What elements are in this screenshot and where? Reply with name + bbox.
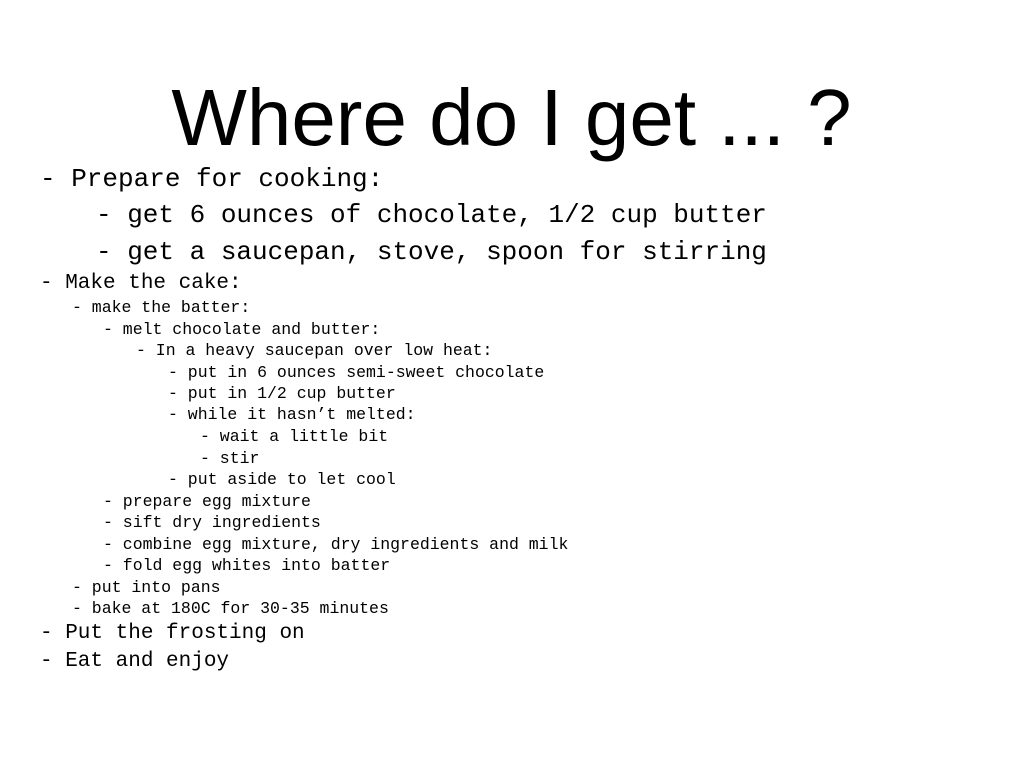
step-wait: - wait a little bit — [200, 427, 389, 446]
step-fold-egg-whites: - fold egg whites into batter — [103, 556, 391, 575]
step-melt-chocolate-butter: - melt chocolate and butter: — [103, 320, 381, 339]
step-heavy-saucepan: - In a heavy saucepan over low heat: — [136, 341, 493, 360]
step-put-aside: - put aside to let cool — [168, 470, 396, 489]
slide-title: Where do I get ... ? — [171, 73, 852, 162]
step-make-batter: - make the batter: — [72, 298, 251, 317]
step-bake: - bake at 180C for 30-35 minutes — [72, 599, 389, 618]
step-get-equipment: - get a saucepan, stove, spoon for stirring — [96, 237, 767, 267]
step-combine: - combine egg mixture, dry ingredients and milk — [103, 535, 569, 554]
step-put-frosting: - Put the frosting on — [40, 622, 305, 645]
step-prepare-egg-mixture: - prepare egg mixture — [103, 492, 311, 511]
step-make-the-cake: - Make the cake: — [40, 272, 242, 295]
step-put-in-butter: - put in 1/2 cup butter — [168, 384, 396, 403]
step-stir: - stir — [200, 449, 260, 468]
step-put-in-chocolate: - put in 6 ounces semi-sweet chocolate — [168, 363, 545, 382]
step-sift-dry-ingredients: - sift dry ingredients — [103, 513, 321, 532]
step-put-into-pans: - put into pans — [72, 578, 221, 597]
step-get-ingredients: - get 6 ounces of chocolate, 1/2 cup butter — [96, 200, 767, 230]
step-eat-and-enjoy: - Eat and enjoy — [40, 650, 230, 673]
step-prepare-for-cooking: - Prepare for cooking: — [40, 164, 384, 194]
step-while-not-melted: - while it hasn’t melted: — [168, 405, 416, 424]
